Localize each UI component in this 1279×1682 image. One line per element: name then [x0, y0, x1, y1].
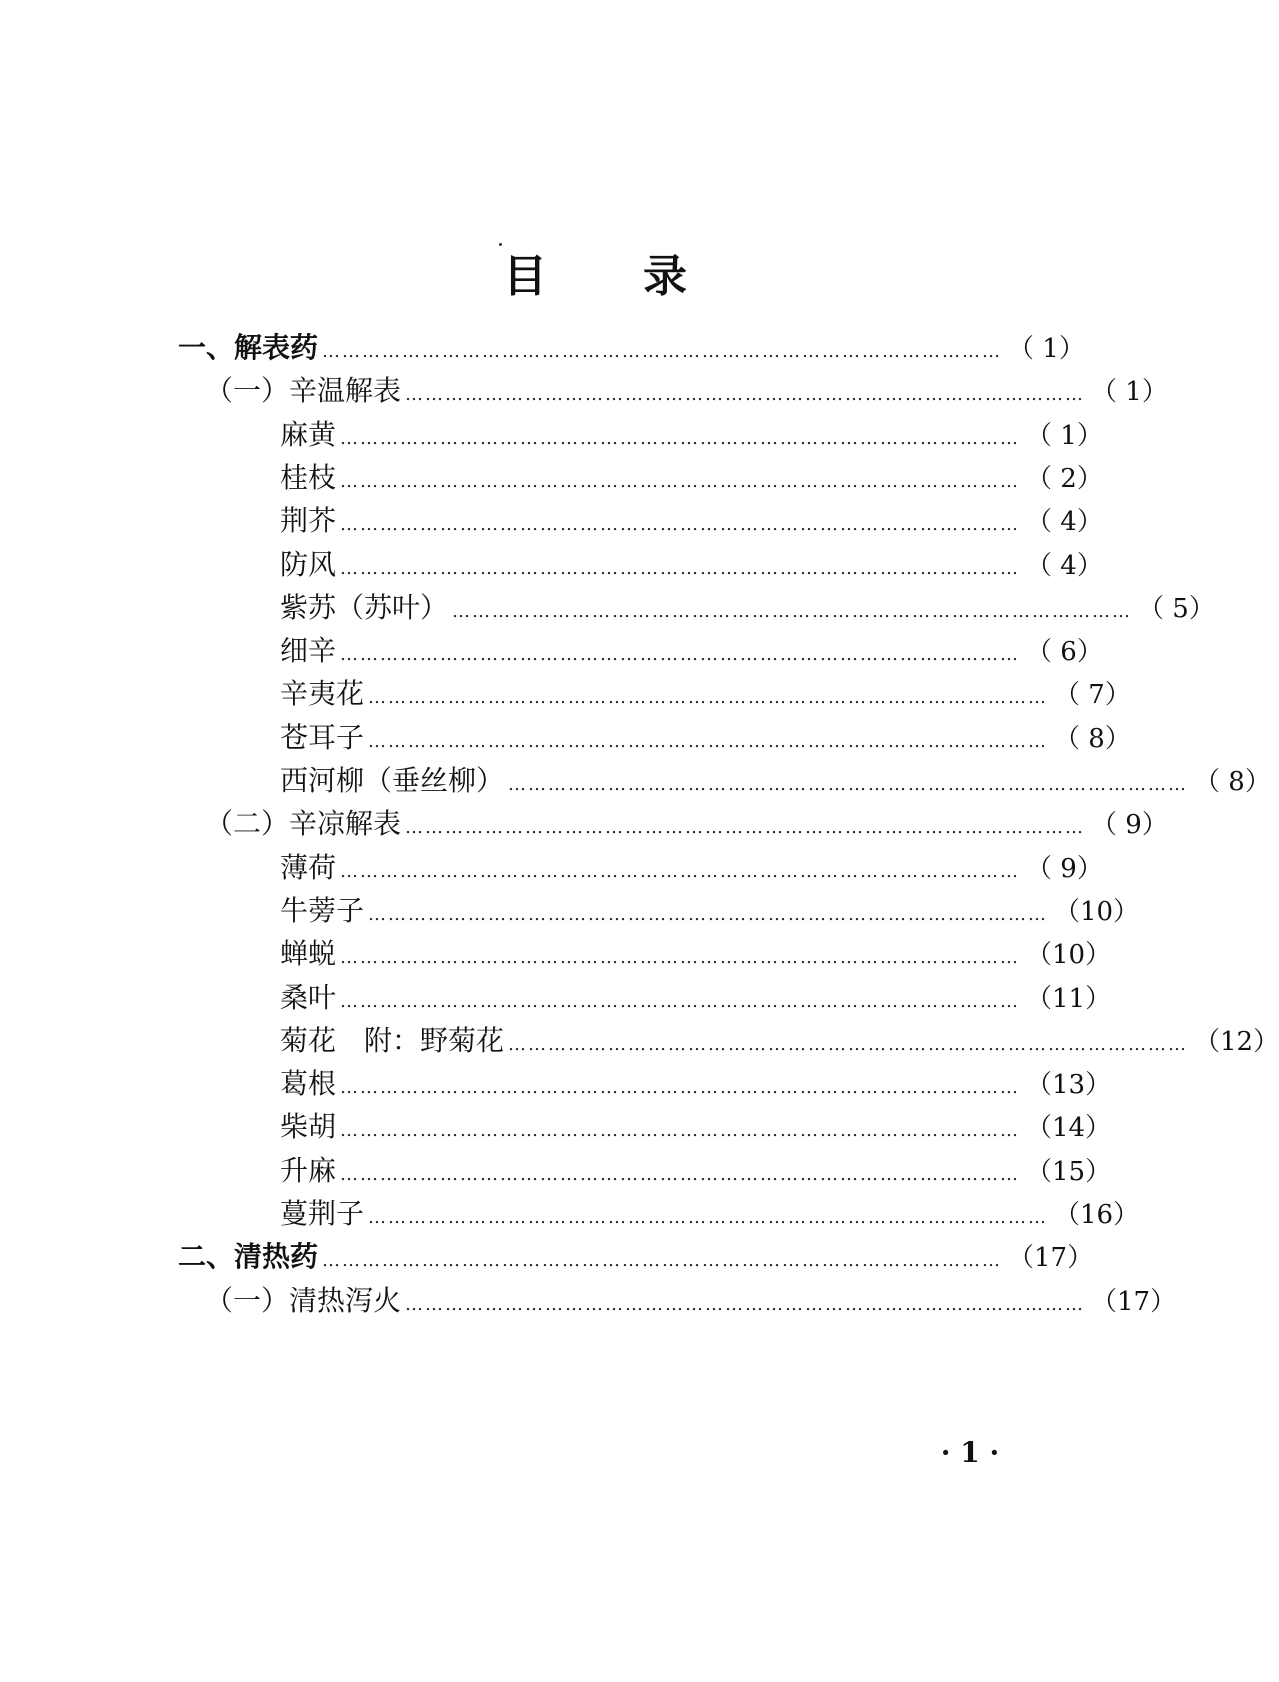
toc-leader-dots: …………………………………………………………………………………………	[340, 991, 1021, 1012]
toc-leader-dots: …………………………………………………………………………………………	[340, 1077, 1021, 1098]
toc-entry-page: （ 2）	[1026, 464, 1103, 494]
toc-leader-dots: …………………………………………………………………………………………	[405, 384, 1086, 405]
toc-entry-page: （10）	[1026, 940, 1112, 970]
toc-entry	[280, 1021, 1279, 1061]
page-number: · 1 ·	[940, 1436, 1000, 1469]
toc-entry-page: （ 9）	[1091, 810, 1168, 840]
toc-leader-dots: …………………………………………………………………………………………	[368, 1207, 1049, 1228]
toc-entry	[280, 978, 1112, 1018]
toc-entry-label: 细辛	[280, 634, 337, 667]
toc-leader-dots: …………………………………………………………………………………………	[340, 644, 1021, 665]
toc-leader-dots: …………………………………………………………………………………………	[322, 1250, 1003, 1271]
toc-entry-page: （17）	[1091, 1287, 1177, 1317]
toc-entry-label: 防风	[280, 548, 337, 581]
toc-entry-label: 蔓荆子	[280, 1197, 365, 1230]
toc-entry	[280, 761, 1271, 801]
toc-leader-dots: …………………………………………………………………………………………	[340, 1120, 1021, 1141]
toc-entry	[280, 1194, 1140, 1234]
toc-leader-dots: …………………………………………………………………………………………	[405, 1294, 1086, 1315]
toc-entry-page: （12）	[1194, 1027, 1279, 1057]
toc-entry-label: 菊花 附：野菊花	[280, 1024, 505, 1057]
toc-entry-page: （ 4）	[1026, 551, 1103, 581]
toc-entry	[280, 891, 1140, 931]
toc-entry-page: （ 5）	[1138, 594, 1215, 624]
toc-leader-dots: …………………………………………………………………………………………	[508, 774, 1189, 795]
toc-leader-dots: …………………………………………………………………………………………	[340, 471, 1021, 492]
toc-entry	[280, 501, 1103, 541]
toc-leader-dots: …………………………………………………………………………………………	[340, 514, 1021, 535]
toc-entry-page: （ 8）	[1194, 767, 1271, 797]
toc-entry	[280, 415, 1103, 455]
toc-entry-label: （二）辛凉解表	[205, 807, 402, 840]
toc-leader-dots: …………………………………………………………………………………………	[452, 601, 1133, 622]
toc-entry-page: （ 9）	[1026, 854, 1103, 884]
page-title	[0, 240, 1190, 304]
toc-entry-page: （13）	[1026, 1070, 1112, 1100]
toc-entry-label: 薄荷	[280, 851, 337, 884]
toc-entry-page: （ 1）	[1026, 421, 1103, 451]
toc-entry-label: 葛根	[280, 1067, 337, 1100]
toc-entry-page: （14）	[1026, 1113, 1112, 1143]
title-char-2: 录	[643, 251, 687, 302]
toc-entry-label: 荆芥	[280, 504, 337, 537]
toc-entry-label: （一）清热泻火	[205, 1284, 402, 1317]
toc-leader-dots: …………………………………………………………………………………………	[340, 861, 1021, 882]
toc-entry-label: 桂枝	[280, 461, 337, 494]
toc-entry-page: （17）	[1008, 1243, 1094, 1273]
toc-entry	[280, 588, 1215, 628]
toc-entry-page: （ 8）	[1054, 724, 1131, 754]
toc-entry	[280, 631, 1103, 671]
toc-entry	[280, 1151, 1112, 1191]
toc-leader-dots: …………………………………………………………………………………………	[405, 817, 1086, 838]
toc-entry	[280, 934, 1112, 974]
toc-entry	[280, 458, 1103, 498]
toc-entry-page: （ 1）	[1091, 377, 1168, 407]
toc-entry-page: （11）	[1026, 984, 1112, 1014]
toc-entry	[280, 674, 1131, 714]
toc-entry-label: 麻黄	[280, 418, 337, 451]
toc-entry-label: 苍耳子	[280, 721, 365, 754]
toc-entry	[205, 804, 1168, 844]
toc-leader-dots: …………………………………………………………………………………………	[368, 731, 1049, 752]
toc-entry	[280, 1064, 1112, 1104]
toc-entry-page: （16）	[1054, 1200, 1140, 1230]
toc-entry-label: 二、清热药	[178, 1240, 319, 1273]
toc-entry-label: 蝉蜕	[280, 937, 337, 970]
toc-leader-dots: …………………………………………………………………………………………	[340, 947, 1021, 968]
toc-entry	[178, 328, 1085, 368]
toc-leader-dots: …………………………………………………………………………………………	[368, 687, 1049, 708]
toc-entry-label: 紫苏（苏叶）	[280, 591, 449, 624]
toc-leader-dots: …………………………………………………………………………………………	[340, 558, 1021, 579]
toc-entry	[178, 1237, 1094, 1277]
toc-entry-label: 西河柳（垂丝柳）	[280, 764, 505, 797]
toc-leader-dots: …………………………………………………………………………………………	[340, 1164, 1021, 1185]
title-char-1: 目	[503, 251, 547, 302]
toc-entry-page: （ 7）	[1054, 680, 1131, 710]
toc-entry-label: （一）辛温解表	[205, 374, 402, 407]
toc-entry	[205, 371, 1168, 411]
toc-entry-page: （ 1）	[1008, 334, 1085, 364]
toc-entry-page: （10）	[1054, 897, 1140, 927]
toc-leader-dots: …………………………………………………………………………………………	[368, 904, 1049, 925]
toc-entry-label: 桑叶	[280, 981, 337, 1014]
toc-leader-dots: …………………………………………………………………………………………	[322, 341, 1003, 362]
toc-entry-label: 柴胡	[280, 1110, 337, 1143]
toc-entry-label: 辛夷花	[280, 677, 365, 710]
toc-entry-page: （ 4）	[1026, 507, 1103, 537]
toc-entry	[280, 718, 1131, 758]
toc-entry	[280, 848, 1103, 888]
toc-entry	[280, 1107, 1112, 1147]
toc-entry-label: 牛蒡子	[280, 894, 365, 927]
toc-entry	[280, 545, 1103, 585]
toc-entry-label: 一、解表药	[178, 331, 319, 364]
toc-leader-dots: …………………………………………………………………………………………	[340, 428, 1021, 449]
toc-entry-page: （15）	[1026, 1157, 1112, 1187]
toc-entry-page: （ 6）	[1026, 637, 1103, 667]
toc-leader-dots: …………………………………………………………………………………………	[508, 1034, 1189, 1055]
toc-entry	[205, 1281, 1177, 1321]
toc-entry-label: 升麻	[280, 1154, 337, 1187]
